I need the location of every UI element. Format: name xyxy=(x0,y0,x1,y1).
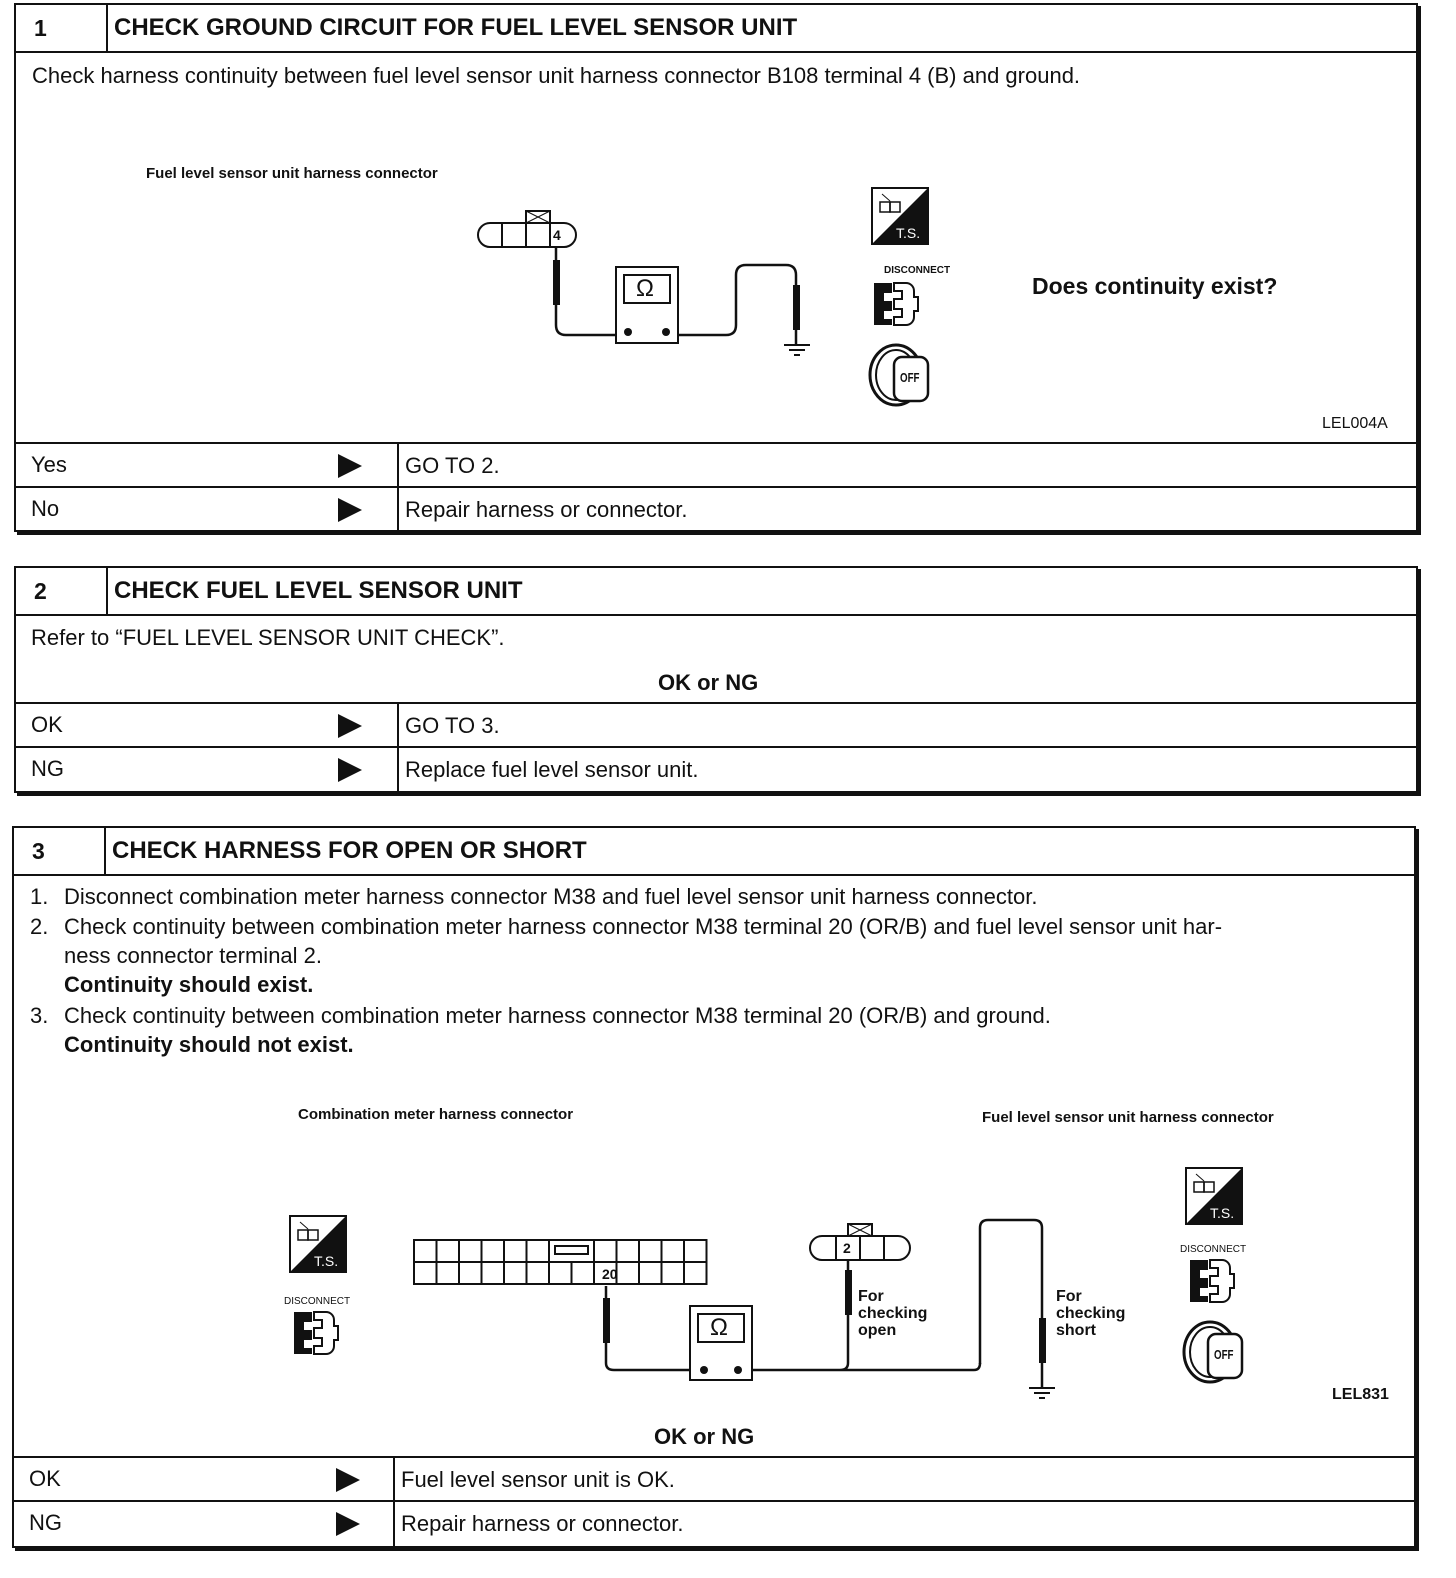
connector-label: Fuel level sensor unit harness connector xyxy=(146,165,438,182)
off-icon-text: OFF xyxy=(900,370,920,385)
result-row-yes xyxy=(16,442,1416,488)
ts-icon-text: T.S. xyxy=(314,1253,339,1269)
result-key: OK xyxy=(29,1466,61,1491)
step-3-box xyxy=(12,826,1416,1548)
step-number: 2 xyxy=(34,578,47,604)
ts-icon-text: T.S. xyxy=(1210,1205,1235,1221)
list-item: Check continuity between combination meter harness connector M38 terminal 20 (OR/B) and fuel level sensor unit har- xyxy=(64,914,1223,939)
continuity-question: Does continuity exist? xyxy=(1032,273,1278,299)
disconnect-text: DISCONNECT xyxy=(1180,1244,1247,1255)
result-action: Repair harness or connector. xyxy=(397,488,688,532)
checking-open-label: For checking open xyxy=(858,1288,928,1339)
arrow-right-icon xyxy=(338,758,362,782)
wiring-diagram-3 xyxy=(14,828,1414,1448)
right-connector-label: Fuel level sensor unit harness connector xyxy=(982,1109,1274,1126)
arrow-right-icon xyxy=(336,1512,360,1536)
ok-or-ng-label: OK or NG xyxy=(654,1424,755,1449)
list-note: Continuity should not exist. xyxy=(64,1032,354,1057)
step-number: 3 xyxy=(32,838,45,864)
result-row-no xyxy=(16,486,1416,532)
result-key: NG xyxy=(29,1510,62,1535)
terminal-number: 4 xyxy=(553,227,561,243)
step-2-box xyxy=(14,566,1418,793)
result-key: No xyxy=(31,496,60,521)
terminal-20: 20 xyxy=(602,1266,618,1282)
step-number: 1 xyxy=(34,15,47,41)
disconnect-icon xyxy=(294,1312,338,1354)
result-row-ng xyxy=(14,1500,1414,1546)
checking-short-label: For checking short xyxy=(1056,1288,1126,1339)
ground-icon xyxy=(1029,1388,1055,1398)
connector-icon xyxy=(478,211,576,247)
disconnect-icon xyxy=(1190,1260,1234,1302)
list-number: 1. xyxy=(30,884,49,909)
ground-icon xyxy=(784,345,810,355)
figure-id: LEL831 xyxy=(1332,1386,1389,1403)
ohm-symbol: Ω xyxy=(710,1314,728,1341)
result-key: Yes xyxy=(31,452,67,477)
off-icon-text: OFF xyxy=(1214,1347,1234,1362)
step-title: CHECK FUEL LEVEL SENSOR UNIT xyxy=(106,568,523,614)
arrow-right-icon xyxy=(336,1468,360,1492)
arrow-right-icon xyxy=(338,498,362,522)
result-action: Repair harness or connector. xyxy=(393,1502,684,1546)
disconnect-text: DISCONNECT xyxy=(284,1296,351,1307)
result-action: GO TO 3. xyxy=(397,704,500,748)
disconnect-icon xyxy=(874,283,918,325)
left-connector-label: Combination meter harness connector xyxy=(298,1106,574,1123)
terminal-2: 2 xyxy=(843,1240,851,1256)
list-item-cont: ness connector terminal 2. xyxy=(64,943,323,968)
arrow-right-icon xyxy=(338,714,362,738)
step-instruction: Check harness continuity between fuel level sensor unit harness connector B108 terminal 4 (B) and ground. xyxy=(32,63,1081,88)
arrow-right-icon xyxy=(338,454,362,478)
figure-id: LEL004A xyxy=(1322,415,1388,432)
result-action: Replace fuel level sensor unit. xyxy=(397,748,699,792)
step-1-box xyxy=(14,3,1418,532)
list-item: Check continuity between combination meter harness connector M38 terminal 20 (OR/B) and ground. xyxy=(64,1003,1051,1028)
result-row-ok xyxy=(14,1456,1414,1502)
ts-icon-text: T.S. xyxy=(896,225,921,241)
result-row-ok xyxy=(16,702,1416,748)
wiring-diagram-1 xyxy=(16,5,1416,445)
step-2-header xyxy=(16,568,1416,616)
disconnect-text: DISCONNECT xyxy=(884,265,951,276)
combination-meter-connector-icon xyxy=(414,1240,707,1284)
list-note: Continuity should exist. xyxy=(64,972,314,997)
ok-or-ng-label: OK or NG xyxy=(658,670,759,695)
result-action: GO TO 2. xyxy=(397,444,500,488)
list-item: Disconnect combination meter harness connector M38 and fuel level sensor unit harness connector. xyxy=(64,884,1038,909)
list-number: 3. xyxy=(30,1003,49,1028)
result-key: OK xyxy=(31,712,63,737)
result-action: Fuel level sensor unit is OK. xyxy=(393,1458,675,1502)
fuel-sensor-connector-icon xyxy=(810,1224,910,1260)
ohm-symbol: Ω xyxy=(636,275,654,302)
step-instruction: Refer to “FUEL LEVEL SENSOR UNIT CHECK”. xyxy=(31,625,505,650)
result-key: NG xyxy=(31,756,64,781)
result-row-ng xyxy=(16,746,1416,792)
step-title: CHECK GROUND CIRCUIT FOR FUEL LEVEL SENSOR UNIT xyxy=(106,5,797,51)
list-number: 2. xyxy=(30,914,49,939)
step-title: CHECK HARNESS FOR OPEN OR SHORT xyxy=(104,828,587,874)
